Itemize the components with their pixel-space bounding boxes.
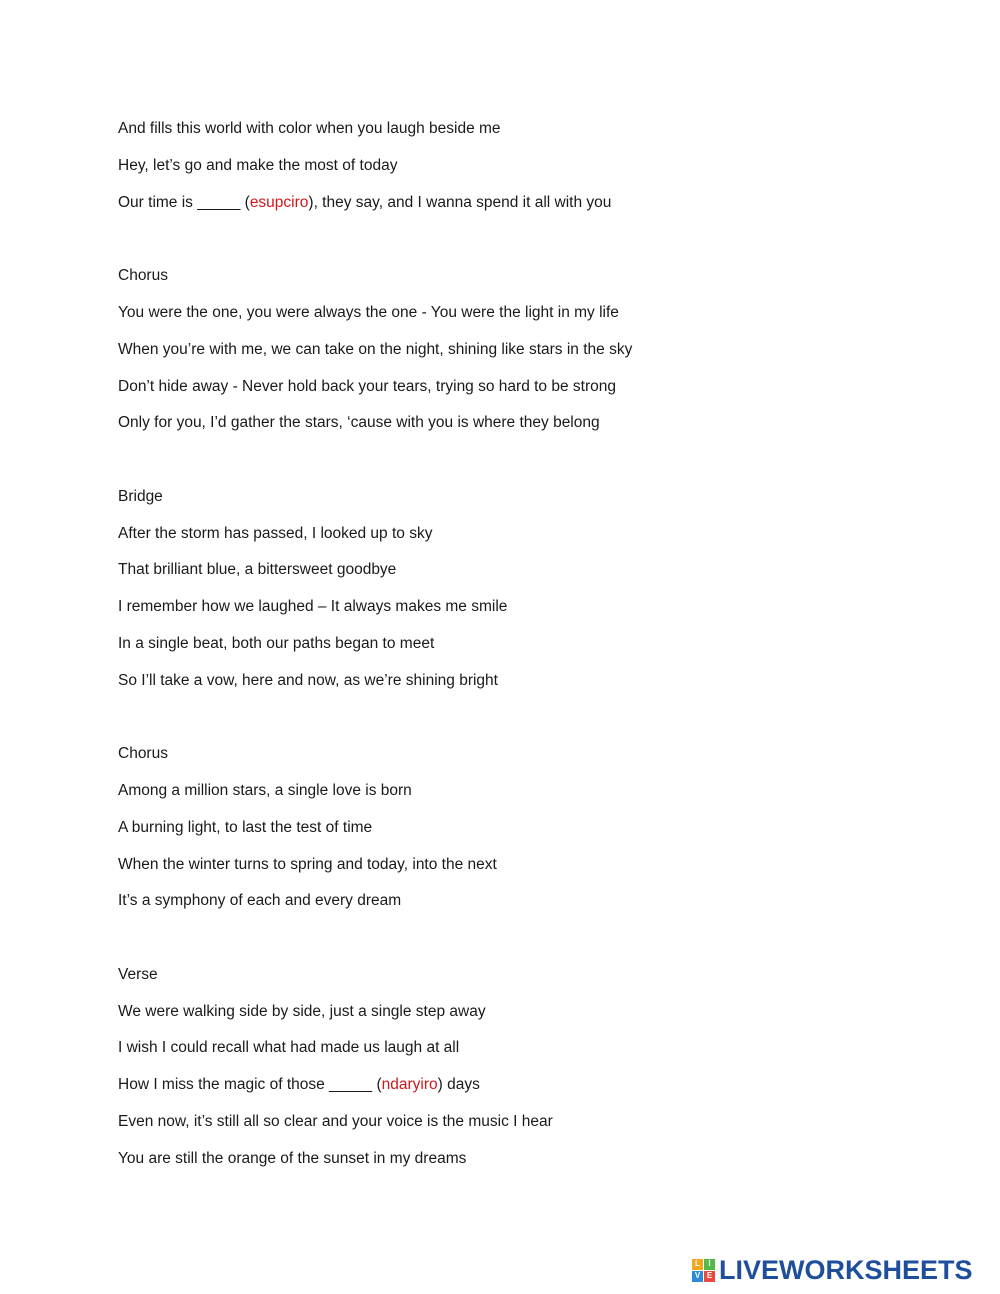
lyric-line: Hey, let’s go and make the most of today — [118, 157, 398, 174]
section-heading-chorus: Chorus — [118, 745, 168, 762]
logo-tile: I — [704, 1259, 715, 1270]
logo-tile: L — [692, 1259, 703, 1270]
lyric-text: ) days — [437, 1076, 480, 1093]
lyric-line: When the winter turns to spring and today, into the next — [118, 856, 497, 873]
liveworksheets-logo-text: LIVEWORKSHEETS — [719, 1255, 973, 1285]
lyric-line: Don’t hide away - Never hold back your tears, trying so hard to be strong — [118, 378, 616, 395]
lyric-text: How I miss the magic of those _____ ( — [118, 1076, 382, 1093]
section-heading-verse: Verse — [118, 966, 158, 983]
lyric-line: We were walking side by side, just a single step away — [118, 1003, 486, 1020]
lyric-line: You were the one, you were always the one - You were the light in my life — [118, 304, 619, 321]
logo-tile: V — [692, 1271, 703, 1282]
liveworksheets-logo — [692, 1255, 973, 1285]
section-heading-chorus: Chorus — [118, 267, 168, 284]
lyric-line: So I’ll take a vow, here and now, as we’re shining bright — [118, 672, 498, 689]
lyric-line: And fills this world with color when you laugh beside me — [118, 120, 501, 137]
lyric-line: After the storm has passed, I looked up to sky — [118, 525, 433, 542]
lyric-line-with-blank — [118, 193, 611, 213]
lyric-line: A burning light, to last the test of time — [118, 819, 373, 836]
lyric-line: Only for you, I’d gather the stars, ‘cause with you is where they belong — [118, 414, 600, 431]
lyric-line: It’s a symphony of each and every dream — [118, 892, 402, 909]
section-heading-bridge: Bridge — [118, 488, 163, 505]
lyric-line: You are still the orange of the sunset in my dreams — [118, 1150, 467, 1167]
lyric-line-with-blank — [118, 1075, 480, 1095]
liveworksheets-logo-icon — [692, 1259, 715, 1282]
lyric-text: Our time is _____ ( — [118, 194, 250, 211]
lyric-line: Among a million stars, a single love is born — [118, 782, 412, 799]
logo-tile: E — [704, 1271, 715, 1282]
lyric-line: I wish I could recall what had made us laugh at all — [118, 1039, 460, 1056]
lyric-line: When you’re with me, we can take on the night, shining like stars in the sky — [118, 341, 633, 358]
lyric-line: That brilliant blue, a bittersweet goodbye — [118, 561, 397, 578]
lyric-line: In a single beat, both our paths began to meet — [118, 635, 435, 652]
lyric-line: Even now, it’s still all so clear and your voice is the music I hear — [118, 1113, 553, 1130]
lyric-line: I remember how we laughed – It always makes me smile — [118, 598, 508, 615]
scrambled-word-hint: ndaryiro — [381, 1076, 438, 1093]
scrambled-word-hint: esupciro — [249, 194, 309, 211]
lyric-text: ), they say, and I wanna spend it all with you — [308, 194, 612, 211]
